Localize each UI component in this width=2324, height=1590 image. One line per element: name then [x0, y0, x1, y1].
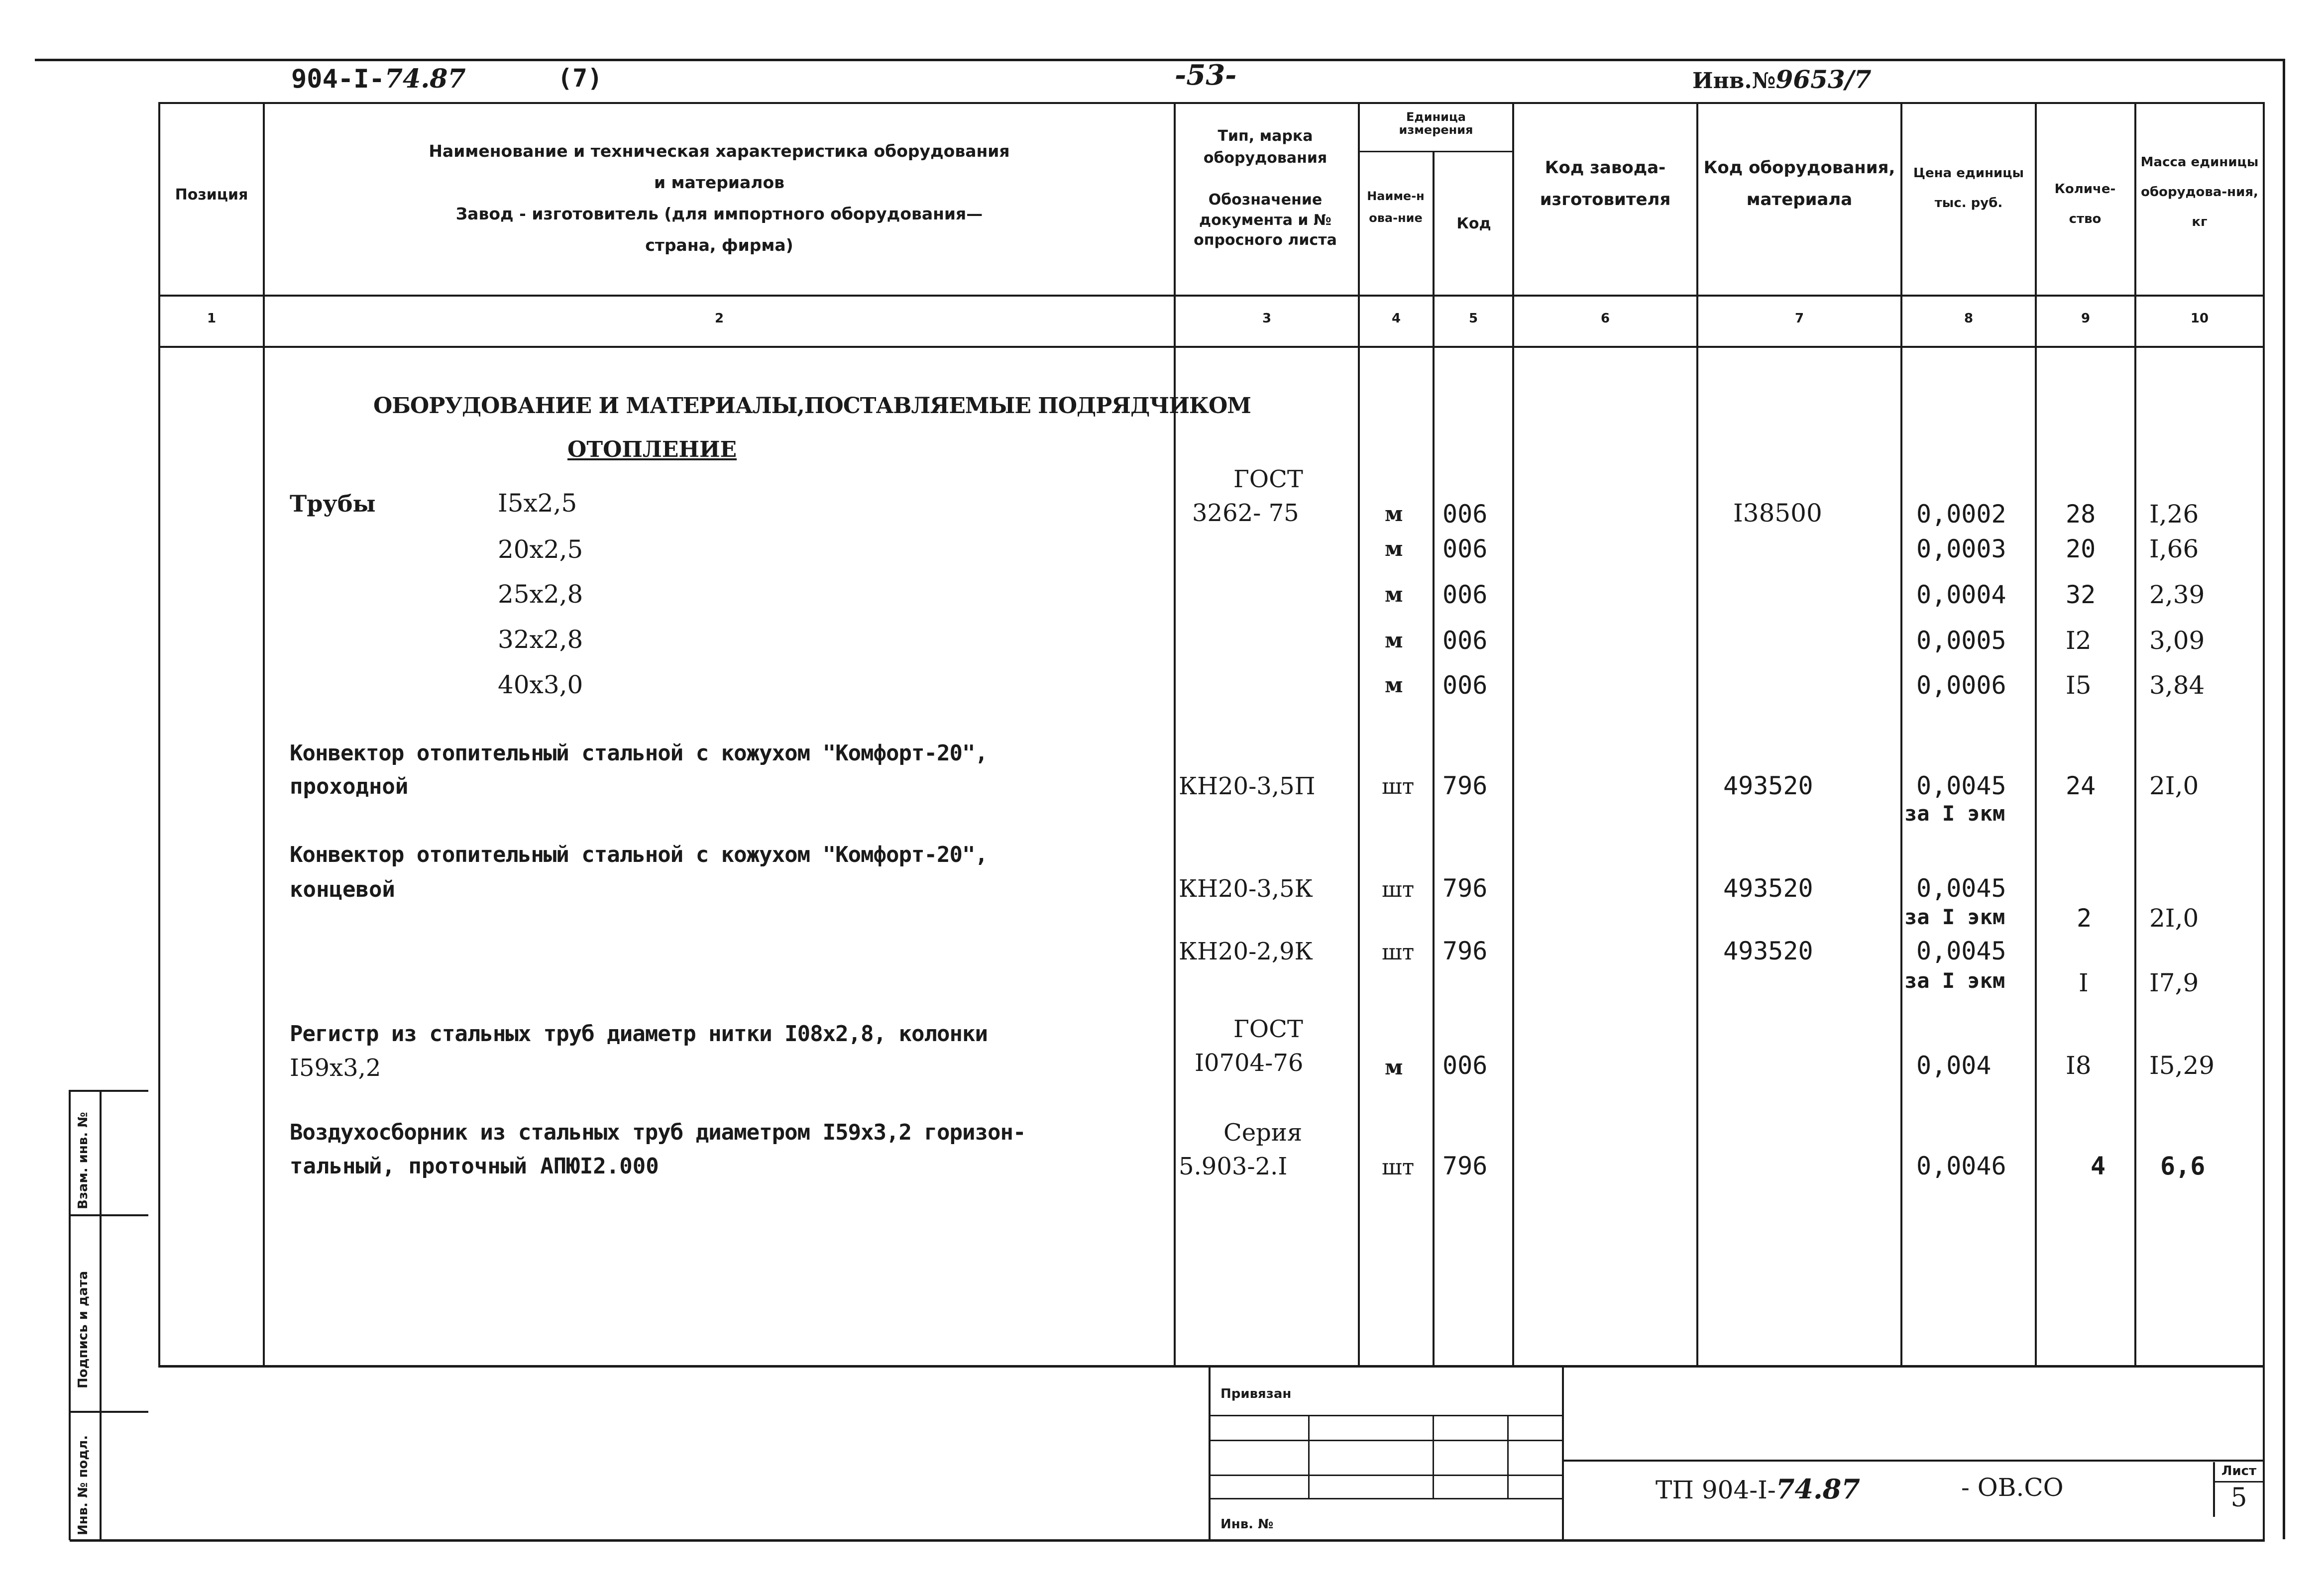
header-material-code: Код оборудования, материала [1703, 158, 1895, 210]
sheet-box-mid [2213, 1481, 2265, 1483]
pipe-price: 0,0003 [1916, 534, 2006, 563]
inv-label: Инв.№ [1692, 68, 1776, 94]
col-sep-3 [1358, 102, 1360, 1366]
col-num-7: 7 [1794, 311, 1804, 326]
col-num-3: 3 [1262, 311, 1272, 326]
footer-col-b [1433, 1415, 1434, 1499]
convector-mass: 2I,0 [2149, 771, 2199, 800]
pipe-size: I5x2,5 [498, 489, 577, 518]
pipe-price: 0,0005 [1916, 626, 2006, 655]
pipe-code: 006 [1442, 626, 1488, 655]
series-hand: 74.87 [384, 64, 466, 94]
col-sep-1 [263, 102, 265, 1366]
pipe-price: 0,0004 [1916, 580, 2006, 609]
register-mass: I5,29 [2149, 1051, 2215, 1080]
inv-hand: 9653/7 [1775, 65, 1872, 94]
pipe-mass: I,66 [2149, 534, 2199, 563]
convector-code: 796 [1442, 771, 1488, 800]
inventory-number [1692, 65, 1872, 94]
pipe-qty: I5 [2066, 671, 2092, 700]
convector-qty: 24 [2066, 771, 2096, 800]
air-collector-unit: шт [1382, 1155, 1415, 1180]
convector-mass: 2I,0 [2149, 904, 2199, 933]
convector-price: 0,0045 [1916, 771, 2006, 800]
table-top-line [158, 102, 2264, 104]
sheet-box-left [2213, 1462, 2215, 1517]
document-code-prefix: ТП 904-I- [1656, 1476, 1776, 1504]
col-sep-8 [2035, 102, 2037, 1366]
header-doc: Обозначение документа и № опросного листа [1194, 191, 1337, 249]
convector-price-note: за I экм [1904, 968, 2005, 993]
pipe-size: 20x2,5 [498, 535, 583, 564]
col-sep-7 [1900, 102, 1902, 1366]
col-num-6: 6 [1600, 311, 1610, 326]
col-num-1: 1 [207, 311, 217, 326]
pipe-qty: 28 [2066, 500, 2096, 529]
pipes-label: Трубы [290, 490, 376, 517]
col-num-4: 4 [1391, 311, 1401, 326]
header-bottom-line [158, 295, 2264, 297]
convector-name-line1: Конвектор отопительный стальной с кожухом "Комфорт-20", [290, 741, 988, 766]
side-inv-podl: Инв. № подл. [76, 1435, 91, 1535]
header-name [265, 135, 1174, 261]
footer-col-c [1507, 1415, 1509, 1499]
air-collector-doc-number: 5.903-2.I [1179, 1153, 1288, 1180]
footer-box-left [1209, 1365, 1211, 1540]
pipe-qty: 32 [2066, 580, 2096, 609]
col-sep-9 [2134, 102, 2136, 1366]
side-stamp-top [69, 1090, 148, 1092]
air-collector-name-line1: Воздухосборник из стальных труб диаметром I59x3,2 горизон- [290, 1120, 1026, 1145]
frame-bottom-line [70, 1539, 2265, 1542]
pipe-qty: I2 [2066, 626, 2092, 655]
header-position: Позиция [175, 186, 248, 204]
air-collector-name-line2: тальный, проточный АПЮI2.000 [290, 1154, 659, 1179]
convector-price: 0,0045 [1916, 937, 2006, 965]
pipe-unit: м [1385, 628, 1403, 652]
pipe-code: 006 [1442, 534, 1488, 563]
pipe-price: 0,0006 [1916, 671, 2006, 700]
convector-code: 796 [1442, 937, 1488, 965]
convector-name-line1: Конвектор отопительный стальной с кожухом "Комфорт-20", [290, 842, 988, 867]
header-name-line2: и материалов [654, 173, 785, 192]
col-sep-2 [1174, 102, 1176, 1366]
inventory-no-label: Инв. № [1220, 1517, 1274, 1532]
convector-unit: шт [1382, 774, 1415, 799]
gost-number-1: 3262- 75 [1192, 499, 1299, 527]
convector-type: КН20-3,5П [1179, 772, 1316, 800]
side-stamp-sep2 [69, 1411, 148, 1413]
pipe-mass: 2,39 [2149, 580, 2205, 609]
document-code-hand: 74.87 [1775, 1473, 1860, 1505]
convector-type: КН20-2,9К [1179, 938, 1313, 965]
side-stamp-left [69, 1090, 71, 1540]
air-collector-code: 796 [1442, 1152, 1488, 1180]
side-stamp-inner [100, 1090, 102, 1540]
side-stamp-sep1 [69, 1214, 148, 1216]
page-number: -53- [1175, 59, 1237, 92]
pipe-unit: м [1385, 536, 1403, 561]
privyazan-label: Привязан [1220, 1386, 1292, 1401]
convector-qty: I [2079, 968, 2089, 997]
col-sep-6 [1696, 102, 1698, 1366]
pipe-size: 25x2,8 [498, 580, 583, 609]
series-number [291, 64, 466, 94]
convector-code: 796 [1442, 874, 1488, 903]
frame-top-line [35, 59, 2285, 61]
register-qty: I8 [2066, 1051, 2092, 1080]
section-title: ОБОРУДОВАНИЕ И МАТЕРИАЛЫ,ПОСТАВЛЯЕМЫЕ ПОДРЯДЧИКОМ [373, 393, 1251, 419]
header-price: Цена единицы тыс. руб. [1913, 166, 2024, 211]
convector-material-code: 493520 [1723, 937, 1813, 965]
register-price: 0,004 [1916, 1051, 1992, 1080]
pipe-unit: м [1385, 582, 1403, 607]
header-unit-name: Наиме-нова-ние [1367, 189, 1425, 225]
pipe-size: 40x3,0 [498, 670, 583, 699]
pipe-unit: м [1385, 673, 1403, 697]
footer-row-2 [1209, 1440, 1563, 1441]
pipe-code: 006 [1442, 671, 1488, 700]
convector-mass: I7,9 [2149, 968, 2199, 997]
convector-price-note: за I экм [1904, 905, 2005, 929]
pipe-qty: 20 [2066, 534, 2096, 563]
table-right-line [2263, 102, 2265, 1540]
header-type: Тип, марка оборудования [1203, 127, 1328, 167]
convector-name-line2: концевой [290, 877, 395, 902]
pipe-size: 32x2,8 [498, 625, 583, 654]
col-num-9: 9 [2081, 311, 2091, 326]
sheet-label: Лист [2221, 1464, 2257, 1479]
header-name-line4: страна, фирма) [645, 235, 793, 255]
frame-right-line [2283, 59, 2285, 1539]
convector-price-note: за I экм [1904, 801, 2005, 826]
pipe-price: 0,0002 [1916, 500, 2006, 529]
col-num-10: 10 [2190, 311, 2209, 326]
footer-col-a [1308, 1415, 1310, 1499]
header-unit-code: Код [1456, 215, 1491, 232]
footer-row-1 [1209, 1415, 1563, 1416]
pipe-unit: м [1385, 502, 1403, 526]
air-collector-price: 0,0046 [1916, 1152, 2006, 1180]
header-qty: Количе-ство [2054, 182, 2116, 226]
register-name-line2: I59x3,2 [290, 1054, 381, 1082]
register-name-line1: Регистр из стальных труб диаметр нитки I08x2,8, колонки [290, 1021, 988, 1047]
sheet-paren: (7) [557, 64, 603, 93]
body-bottom-line [158, 1365, 2264, 1368]
header-mass: Масса единицы оборудова-ния, кг [2140, 155, 2259, 229]
pipe-material-code: I38500 [1733, 499, 1822, 528]
footer-row-3 [1209, 1475, 1563, 1476]
footer-box-right [1562, 1365, 1564, 1540]
subsection-title: ОТОПЛЕНИЕ [567, 437, 737, 462]
pipe-mass: 3,09 [2149, 626, 2205, 655]
register-unit: м [1385, 1055, 1403, 1079]
side-vzam-inv: Взам. инв. № [76, 1112, 91, 1209]
series-prefix: 904-I- [291, 64, 385, 94]
col-sep-5 [1512, 102, 1514, 1366]
register-doc-label: ГОСТ [1233, 1015, 1303, 1043]
convector-material-code: 493520 [1723, 874, 1813, 903]
gost-label-1: ГОСТ [1233, 465, 1303, 493]
register-doc-number: I0704-76 [1195, 1049, 1304, 1077]
document-code-suffix: - ОВ.СО [1961, 1473, 2064, 1502]
col-num-2: 2 [714, 311, 724, 326]
register-code: 006 [1442, 1051, 1488, 1080]
convector-material-code: 493520 [1723, 771, 1813, 800]
pipe-code: 006 [1442, 580, 1488, 609]
header-maker-code: Код завода-изготовителя [1540, 158, 1671, 210]
header-name-line1: Наименование и техническая характеристика оборудования [429, 141, 1010, 161]
convector-unit: шт [1382, 877, 1415, 902]
footer-title-line [1563, 1460, 2265, 1462]
table-left-line [158, 102, 160, 1366]
col-sep-4 [1433, 152, 1435, 1366]
pipe-code: 006 [1442, 500, 1488, 529]
sheet-number: 5 [2230, 1483, 2247, 1513]
header-name-line3: Завод - изготовитель (для импортного оборудования— [455, 204, 983, 223]
convector-name-line2: проходной [290, 774, 409, 799]
footer-row-4 [1209, 1498, 1563, 1499]
air-collector-doc-label: Серия [1223, 1119, 1303, 1147]
air-collector-qty: 4 [2091, 1152, 2106, 1180]
unit-group-line [1358, 151, 1513, 152]
numbers-bottom-line [158, 346, 2264, 348]
pipe-mass: 3,84 [2149, 671, 2205, 700]
document-code [1656, 1473, 1860, 1505]
convector-unit: шт [1382, 940, 1415, 965]
header-unit-group: Единица измерения [1399, 110, 1473, 137]
convector-type: КН20-3,5К [1179, 875, 1313, 903]
col-num-5: 5 [1468, 311, 1478, 326]
convector-price: 0,0045 [1916, 874, 2006, 903]
convector-qty: 2 [2077, 904, 2092, 933]
pipe-mass: I,26 [2149, 500, 2199, 529]
air-collector-mass: 6,6 [2160, 1152, 2206, 1180]
side-podpis-data: Подпись и дата [76, 1271, 91, 1388]
col-num-8: 8 [1964, 311, 1974, 326]
